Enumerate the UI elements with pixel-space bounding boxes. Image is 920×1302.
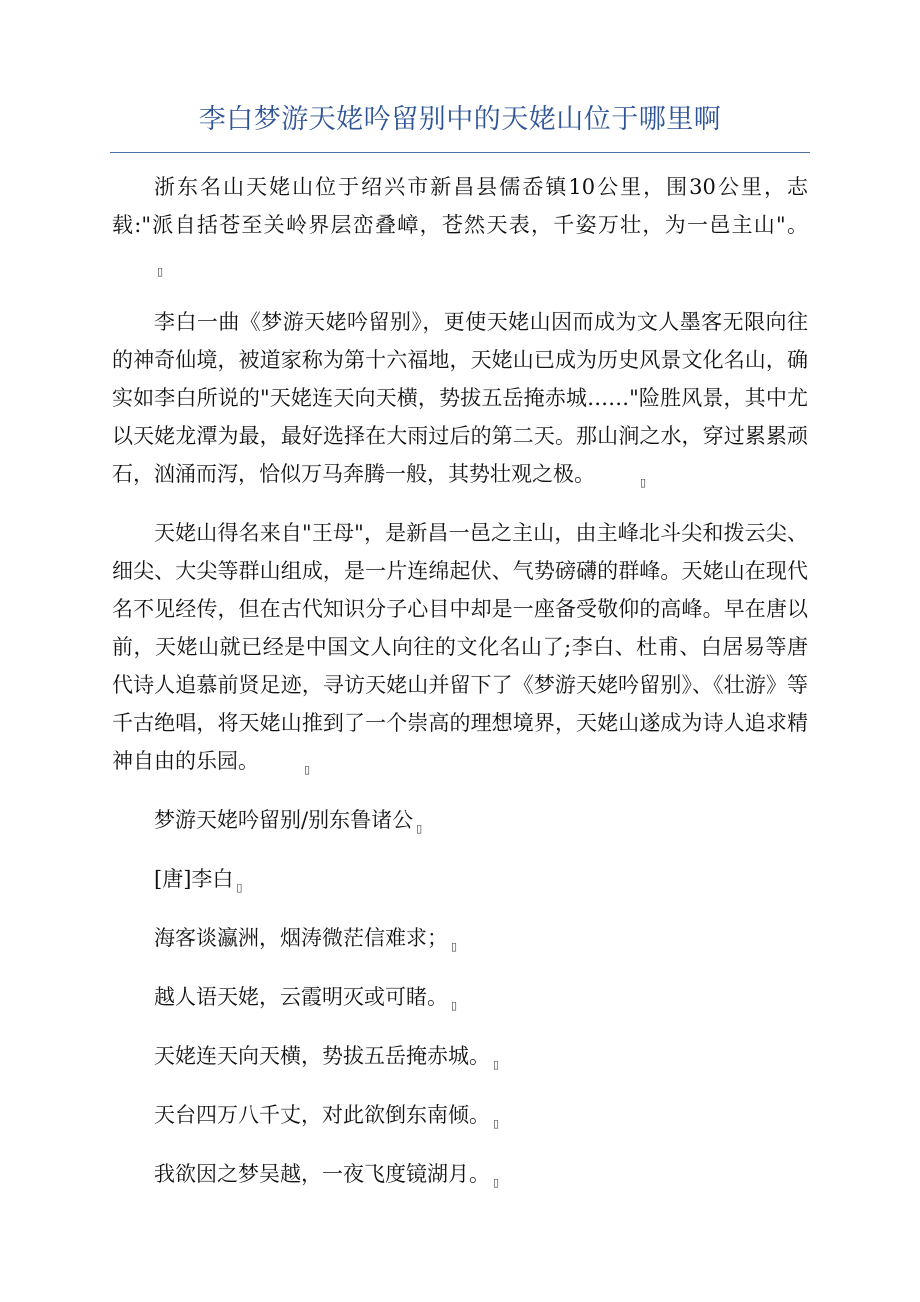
paragraph-mark-icon: ▯ — [451, 999, 458, 1012]
paragraph-text: 李白一曲《梦游天姥吟留别》，更使天姥山因而成为文人墨客无限向往的神奇仙境，被道家称为第十六福地，天姥山已成为历史风景文化名山，确实如李白所说的"天姥连天向天横，势拔五岳掩赤城……"险胜风景，其中尤以天姥龙潭为最，最好选择在大雨过后的第二天。那山涧之水，穿过累累顽石，汹涌而泻，恰似万马奔腾一般，其势壮观之极。 — [112, 310, 808, 486]
paragraph-mark-icon: ▯ — [416, 822, 423, 835]
paragraph-name-origin — [112, 514, 808, 780]
poem-line-text: 天台四万八千丈，对此欲倒东南倾。 — [154, 1103, 490, 1127]
paragraph-li-bai — [112, 303, 808, 493]
paragraph-text: 浙东名山天姥山位于绍兴市新昌县儒岙镇10公里，围30公里，志载:"派自括苍至关岭界层峦叠嶂，苍然天表，千姿万壮，为一邑主山"。 — [112, 175, 808, 237]
title-divider — [110, 152, 810, 153]
poem-line — [112, 978, 808, 1016]
poem-line — [112, 1096, 808, 1134]
poem-line-text: 天姥连天向天横，势拔五岳掩赤城。 — [154, 1044, 490, 1068]
poem-author-text: [唐]李白 — [154, 867, 234, 891]
paragraph-mark-icon: ▯ — [236, 881, 243, 894]
poem-line — [112, 1037, 808, 1075]
paragraph-mark-icon: ▯ — [157, 265, 164, 278]
paragraph-mark-icon: ▯ — [493, 1176, 500, 1189]
paragraph-mark-icon: ▯ — [493, 1058, 500, 1071]
poem-heading-text: 梦游天姥吟留别/别东鲁诸公 — [154, 808, 414, 832]
poem-line-text: 越人语天姥，云霞明灭或可睹。 — [154, 985, 448, 1009]
document-body — [112, 168, 808, 1214]
paragraph-mark-icon: ▯ — [304, 763, 311, 776]
poem-heading — [112, 801, 808, 839]
paragraph-location — [112, 168, 808, 282]
poem-author — [112, 860, 808, 898]
paragraph-mark-icon: ▯ — [640, 476, 647, 489]
poem-line — [112, 1155, 808, 1193]
document-title: 李白梦游天姥吟留别中的天姥山位于哪里啊 — [198, 104, 722, 135]
poem-line — [112, 919, 808, 957]
paragraph-mark-icon: ▯ — [493, 1117, 500, 1130]
poem-line-text: 我欲因之梦吴越，一夜飞度镜湖月。 — [154, 1162, 490, 1186]
paragraph-mark-icon: ▯ — [451, 940, 458, 953]
paragraph-text: 天姥山得名来自"王母"，是新昌一邑之主山，由主峰北斗尖和拨云尖、细尖、大尖等群山组成，是一片连绵起伏、气势磅礴的群峰。天姥山在现代名不见经传，但在古代知识分子心目中却是一座备受敬仰的高峰。早在唐以前，天姥山就已经是中国文人向往的文化名山了;李白、杜甫、白居易等唐代诗人追慕前贤足迹，寻访天姥山并留下了《梦游天姥吟留别》、《壮游》等千古绝唱，将天姥山推到了一个崇高的理想境界，天姥山遂成为诗人追求精神自由的乐园。 — [112, 521, 808, 773]
poem-line-text: 海客谈瀛洲，烟涛微茫信难求； — [154, 926, 448, 950]
